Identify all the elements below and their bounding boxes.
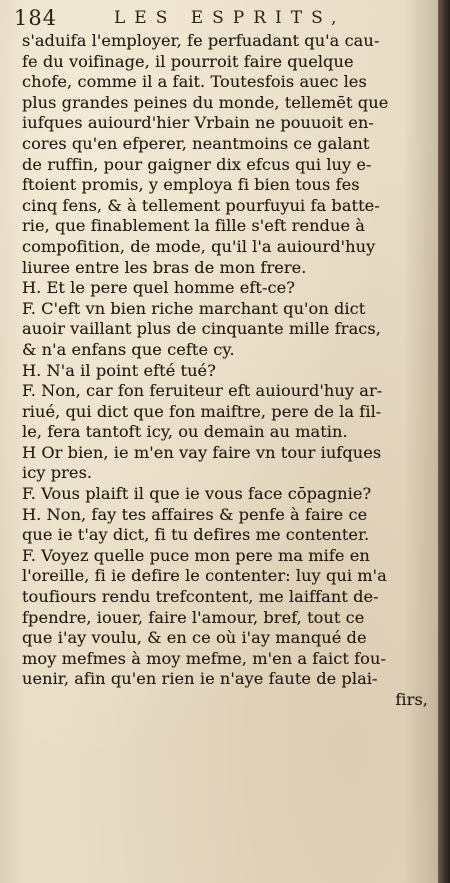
dialogue-line-f: F. C'eft vn bien riche marchant qu'on dict	[22, 298, 366, 318]
text-line: uenir, afin qu'en rien ie n'aye faute de plai-	[22, 669, 378, 689]
running-head	[14, 6, 434, 34]
page-number: 184	[14, 6, 58, 30]
dialogue-line-h: H. Non, fay tes affaires & penfe à faire ce	[22, 504, 368, 524]
text-line: compofition, de mode, qu'il l'a auiourd'huy	[22, 236, 376, 256]
dialogue-line-h: H Or bien, ie m'en vay faire vn tour iufques	[22, 442, 382, 462]
text-line: rie, que finablement la fille s'eft rendue à	[22, 216, 365, 236]
dialogue-line-f: F. Voyez quelle puce mon pere ma mife en	[22, 545, 370, 565]
text-line: icy pres.	[22, 463, 93, 483]
text-line: plus grandes peines du monde, tellemēt que	[22, 92, 389, 112]
dialogue-line-f: F. Non, car fon feruiteur eft auiourd'huy ar-	[22, 381, 383, 401]
text-line: de ruffin, pour gaigner dix efcus qui luy e-	[22, 154, 372, 174]
text-line: toufiours rendu trefcontent, me laiffant de-	[22, 587, 379, 607]
dialogue-line-f: F. Vous plaift il que ie vous face cōpagnie?	[22, 484, 372, 504]
text-line: que ie t'ay dict, fi tu defires me contenter.	[22, 525, 370, 545]
text-line: auoir vaillant plus de cinquante mille fracs,	[22, 319, 381, 339]
dialogue-line-h: H. Et le pere quel homme eft-ce?	[22, 278, 295, 298]
text-line: le, fera tantoft icy, ou demain au matin.	[22, 422, 348, 442]
book-gutter	[438, 0, 450, 883]
running-title: LES ESPRITS,	[114, 8, 346, 28]
text-line: & n'a enfans que cefte cy.	[22, 339, 235, 359]
text-line: chofe, comme il a fait. Toutesfois auec les	[22, 72, 367, 92]
text-line: liuree entre les bras de mon frere.	[22, 257, 307, 277]
text-line: cinq fens, & à tellement pourfuyui fa batte-	[22, 195, 380, 215]
text-line: que i'ay voulu, & en ce où i'ay manqué de	[22, 628, 367, 648]
text-line-final: firs,	[395, 690, 428, 709]
text-line: fe du voifinage, il pourroit faire quelque	[22, 51, 354, 71]
text-line: ftoient promis, y employa fi bien tous fes	[22, 175, 360, 195]
dialogue-line-h: H. N'a il point efté tué?	[22, 360, 216, 380]
text-line: fpendre, iouer, faire l'amour, bref, tout ce	[22, 607, 365, 627]
text-line: riué, qui dict que fon maiftre, pere de la fil-	[22, 401, 382, 421]
body-text	[22, 31, 434, 711]
text-line: cores qu'en efperer, neantmoins ce galant	[22, 133, 370, 153]
text-line: s'aduifa l'employer, fe perfuadant qu'a cau-	[22, 31, 380, 50]
text-line: l'oreille, fi ie defire le contenter: luy qui m'a	[22, 566, 387, 586]
text-line: iufques auiourd'hier Vrbain ne pouuoit en-	[22, 113, 374, 133]
text-line: moy mefmes à moy mefme, m'en a faict fou-	[22, 648, 386, 668]
